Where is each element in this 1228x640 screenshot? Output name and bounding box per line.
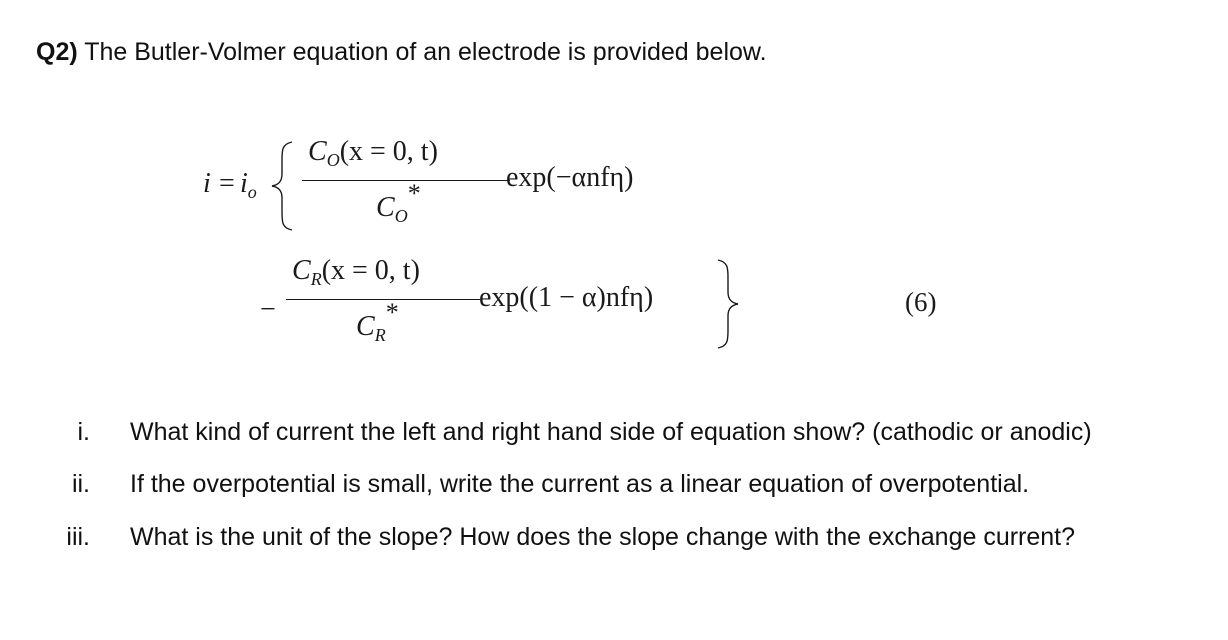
term2-numerator: $C_R(x = 0$, t): [292, 255, 420, 289]
question-item-text: What is the unit of the slope? How does the slope change with the exchange current?: [130, 523, 1076, 551]
question-number: Q2): [36, 38, 78, 66]
question-item-number: i.: [77, 418, 90, 446]
eq-equals-sign: =: [219, 168, 235, 199]
question-prompt: The Butler-Volmer equation of an electrode is provided below.: [84, 38, 767, 66]
left-brace: [262, 138, 302, 234]
term2-exponential: exp((1 − α)nfη): [479, 282, 654, 313]
eq-current-symbol: i: [203, 168, 211, 199]
question-item-number: iii.: [66, 523, 90, 551]
term2-fraction-bar: [286, 299, 480, 300]
term1-denominator: $C_O*$: [376, 179, 421, 226]
right-brace: [708, 256, 748, 352]
question-item-number: ii.: [71, 470, 90, 498]
term1-numerator: $C_O(x = 0$, t): [308, 136, 438, 170]
question-item-text: If the overpotential is small, write the current as a linear equation of overpotential.: [130, 470, 1030, 498]
eq-minus-sign: −: [260, 294, 276, 325]
question-item-text: What kind of current the left and right hand side of equation show? (cathodic or anodic): [130, 418, 1092, 446]
term2-denominator: $C_R*$: [356, 298, 399, 345]
equation-number: (6): [905, 287, 937, 317]
eq-exchange-current: $i_o$: [240, 168, 257, 202]
term1-fraction-bar: [302, 180, 510, 181]
term1-exponential: exp(−αnfη): [506, 162, 634, 193]
